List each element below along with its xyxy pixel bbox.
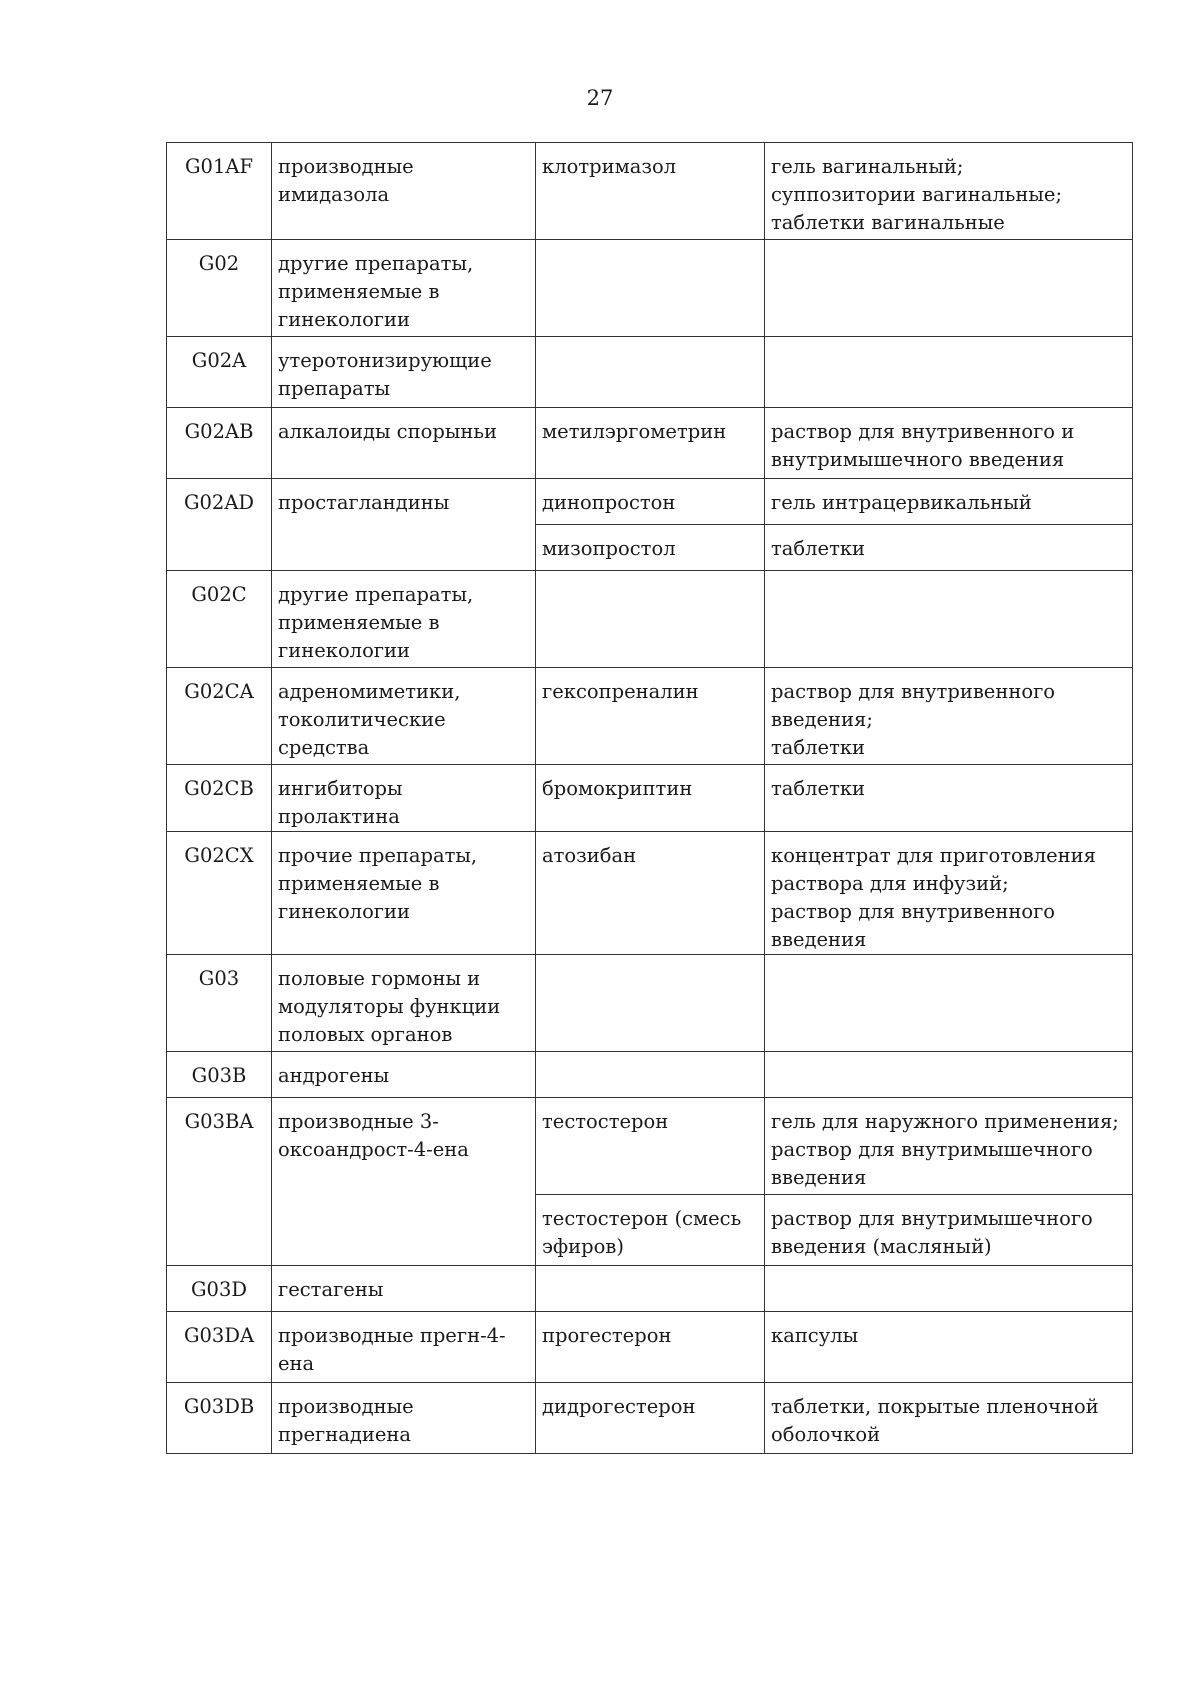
- table-row: [167, 408, 1133, 479]
- group-name-cell-line: ингибиторы пролактина: [278, 777, 403, 828]
- drug-name-cell: [536, 479, 765, 525]
- drug-name-cell: [536, 337, 765, 408]
- group-name-cell: [272, 408, 536, 479]
- dosage-form-cell-line: введения;: [771, 708, 873, 731]
- drug-name-cell: [536, 408, 765, 479]
- drug-name-cell: [536, 1052, 765, 1098]
- group-name-cell-line: применяемые в: [278, 280, 440, 303]
- drug-name-cell-line: дидрогестерон: [542, 1395, 696, 1418]
- group-name-cell-line: производные имидазола: [278, 155, 414, 206]
- group-name-cell-line: производные: [278, 1395, 414, 1418]
- group-name-cell: [272, 1266, 536, 1312]
- atc-code-cell: G02CA: [167, 668, 272, 765]
- drug-name-cell: [536, 143, 765, 240]
- group-name-cell-line: прегнадиена: [278, 1423, 412, 1446]
- atc-code-cell: G02CX: [167, 832, 272, 955]
- drug-name-cell: [536, 668, 765, 765]
- atc-code-cell: G01AF: [167, 143, 272, 240]
- drug-name-cell: [536, 1312, 765, 1383]
- group-name-cell-line: адреномиметики,: [278, 680, 461, 703]
- dosage-form-cell: [765, 1266, 1133, 1312]
- dosage-form-cell: [765, 1098, 1133, 1195]
- group-name-cell-line: токолитические: [278, 708, 446, 731]
- group-name-cell-line: прочие препараты,: [278, 844, 478, 867]
- atc-code-cell: G02CB: [167, 765, 272, 832]
- group-name-cell: [272, 765, 536, 832]
- group-name-cell: [272, 1312, 536, 1383]
- group-name-cell-line: гинекологии: [278, 900, 411, 923]
- atc-code-cell: G03B: [167, 1052, 272, 1098]
- drug-name-cell: [536, 1195, 765, 1266]
- dosage-form-cell: [765, 765, 1133, 832]
- group-name-cell: [272, 1098, 536, 1266]
- group-name-cell-line: ена: [278, 1352, 315, 1375]
- drug-name-cell: [536, 571, 765, 668]
- drug-name-cell: [536, 955, 765, 1052]
- group-name-cell: [272, 479, 536, 571]
- atc-code-cell: G03DB: [167, 1383, 272, 1454]
- dosage-form-cell-line: раствор для внутривенного: [771, 680, 1056, 703]
- group-name-cell: [272, 832, 536, 955]
- drug-name-cell-line: тестостерон: [542, 1110, 669, 1133]
- dosage-form-cell: [765, 408, 1133, 479]
- dosage-form-cell-line: гель вагинальный;: [771, 155, 964, 178]
- group-name-cell-line: препараты: [278, 377, 391, 400]
- group-name-cell-line: алкалоиды спорыньи: [278, 420, 497, 443]
- table-row: [167, 143, 1133, 240]
- drug-name-cell-line: клотримазол: [542, 155, 677, 178]
- group-name-cell-line: гинекологии: [278, 308, 411, 331]
- table-row: [167, 1312, 1133, 1383]
- dosage-form-cell: [765, 525, 1133, 571]
- drug-name-cell: [536, 1266, 765, 1312]
- dosage-form-cell-line: введения (масляный): [771, 1235, 992, 1258]
- dosage-form-cell: [765, 955, 1133, 1052]
- dosage-form-cell-line: раствор для внутривенного и: [771, 420, 1075, 443]
- table-row: [167, 1098, 1133, 1195]
- atc-code-cell: G02C: [167, 571, 272, 668]
- group-name-cell-line: производные прегн-4-: [278, 1324, 506, 1347]
- dosage-form-cell-line: гель интрацервикальный: [771, 491, 1032, 514]
- atc-code-cell: G02AB: [167, 408, 272, 479]
- dosage-form-cell-line: таблетки: [771, 736, 866, 759]
- group-name-cell-line: другие препараты,: [278, 583, 474, 606]
- group-name-cell-line: оксоандрост-4-ена: [278, 1138, 469, 1161]
- group-name-cell-line: модуляторы функции: [278, 995, 501, 1018]
- dosage-form-cell-line: капсулы: [771, 1324, 859, 1347]
- dosage-form-cell-line: внутримышечного введения: [771, 448, 1065, 471]
- dosage-form-cell-line: таблетки: [771, 777, 866, 800]
- table-row: [167, 571, 1133, 668]
- group-name-cell: [272, 571, 536, 668]
- table-row: [167, 337, 1133, 408]
- drug-name-cell: [536, 832, 765, 955]
- atc-code-cell: G02AD: [167, 479, 272, 571]
- group-name-cell-line: утеротонизирующие: [278, 349, 492, 372]
- drug-name-cell-line: мизопростол: [542, 537, 676, 560]
- dosage-form-cell-line: введения: [771, 928, 867, 951]
- dosage-form-cell-line: раствор для внутримышечного: [771, 1138, 1093, 1161]
- dosage-form-cell: [765, 571, 1133, 668]
- dosage-form-cell-line: концентрат для приготовления: [771, 844, 1096, 867]
- dosage-form-cell: [765, 668, 1133, 765]
- atc-code-cell: G03DA: [167, 1312, 272, 1383]
- group-name-cell-line: половых органов: [278, 1023, 453, 1046]
- group-name-cell: [272, 337, 536, 408]
- page-number: 27: [586, 86, 614, 110]
- group-name-cell-line: применяемые в: [278, 611, 440, 634]
- drug-name-cell-line: гексопреналин: [542, 680, 699, 703]
- table-row: [167, 668, 1133, 765]
- drug-name-cell: [536, 1098, 765, 1195]
- drug-name-cell-line: прогестерон: [542, 1324, 672, 1347]
- drug-name-cell-line: метилэргометрин: [542, 420, 727, 443]
- dosage-form-cell-line: таблетки вагинальные: [771, 211, 1005, 234]
- drug-name-cell-line: динопростон: [542, 491, 676, 514]
- group-name-cell-line: простагландины: [278, 491, 450, 514]
- group-name-cell-line: применяемые в: [278, 872, 440, 895]
- dosage-form-cell-line: введения: [771, 1166, 867, 1189]
- dosage-form-cell: [765, 143, 1133, 240]
- drug-name-cell-line: атозибан: [542, 844, 637, 867]
- group-name-cell-line: гестагены: [278, 1278, 384, 1301]
- drug-name-cell: [536, 525, 765, 571]
- group-name-cell-line: половые гормоны и: [278, 967, 481, 990]
- group-name-cell-line: андрогены: [278, 1064, 390, 1087]
- dosage-form-cell-line: гель для наружного применения;: [771, 1110, 1119, 1133]
- dosage-form-cell: [765, 479, 1133, 525]
- group-name-cell: [272, 1383, 536, 1454]
- atc-code-cell: G03: [167, 955, 272, 1052]
- group-name-cell: [272, 1052, 536, 1098]
- table-row: [167, 955, 1133, 1052]
- drug-name-cell-line: тестостерон (смесь: [542, 1207, 742, 1230]
- dosage-form-cell-line: суппозитории вагинальные;: [771, 183, 1063, 206]
- table-row: [167, 1052, 1133, 1098]
- group-name-cell: [272, 240, 536, 337]
- dosage-form-cell: [765, 1312, 1133, 1383]
- group-name-cell: [272, 143, 536, 240]
- dosage-form-cell-line: таблетки, покрытые пленочной: [771, 1395, 1099, 1418]
- dosage-form-cell: [765, 1195, 1133, 1266]
- drug-name-cell: [536, 1383, 765, 1454]
- group-name-cell-line: гинекологии: [278, 639, 411, 662]
- table-row: [167, 765, 1133, 832]
- group-name-cell-line: другие препараты,: [278, 252, 474, 275]
- atc-code-cell: G02A: [167, 337, 272, 408]
- atc-code-cell: G02: [167, 240, 272, 337]
- atc-code-cell: G03BA: [167, 1098, 272, 1266]
- dosage-form-cell-line: оболочкой: [771, 1423, 881, 1446]
- group-name-cell: [272, 955, 536, 1052]
- dosage-form-cell-line: раствор для внутримышечного: [771, 1207, 1093, 1230]
- table-row: [167, 832, 1133, 955]
- drug-name-cell: [536, 240, 765, 337]
- drug-name-cell-line: бромокриптин: [542, 777, 693, 800]
- table-row: [167, 479, 1133, 525]
- dosage-form-cell: [765, 240, 1133, 337]
- table-row: [167, 240, 1133, 337]
- drug-name-cell: [536, 765, 765, 832]
- atc-code-cell: G03D: [167, 1266, 272, 1312]
- dosage-form-cell-line: таблетки: [771, 537, 866, 560]
- drug-classification-table: [166, 142, 1133, 1454]
- dosage-form-cell-line: раствор для внутривенного: [771, 900, 1056, 923]
- group-name-cell-line: средства: [278, 736, 370, 759]
- dosage-form-cell: [765, 337, 1133, 408]
- dosage-form-cell: [765, 1383, 1133, 1454]
- group-name-cell-line: производные 3-: [278, 1110, 439, 1133]
- table-row: [167, 1266, 1133, 1312]
- table-row: [167, 1383, 1133, 1454]
- group-name-cell: [272, 668, 536, 765]
- dosage-form-cell-line: раствора для инфузий;: [771, 872, 1009, 895]
- drug-name-cell-line: эфиров): [542, 1235, 624, 1258]
- dosage-form-cell: [765, 832, 1133, 955]
- dosage-form-cell: [765, 1052, 1133, 1098]
